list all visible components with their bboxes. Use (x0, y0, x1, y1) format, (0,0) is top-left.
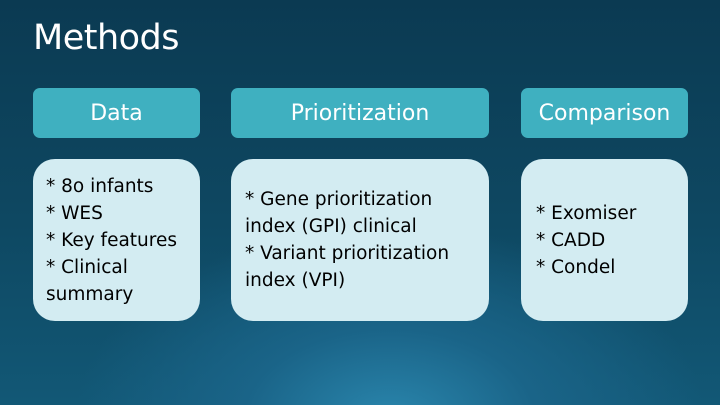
comparison-header-label: Comparison (538, 100, 671, 126)
data-list-item: * Clinical summary (46, 256, 134, 305)
data-list (46, 173, 190, 308)
prioritization-header (231, 88, 489, 138)
prioritization-header-label: Prioritization (290, 100, 430, 126)
prioritization-list-item: * Gene prioritization index (GPI) clinical (245, 189, 433, 237)
comparison-header (521, 88, 688, 138)
prioritization-list (245, 186, 479, 294)
prioritization-content-box (231, 159, 489, 321)
comparison-list-item: * Condel (536, 256, 616, 278)
comparison-list-item: * Exomiser (536, 202, 637, 224)
data-content-box (33, 159, 200, 321)
data-list-item: * 8o infants (46, 175, 154, 197)
prioritization-list-item: * Variant prioritization index (VPI) (245, 243, 450, 291)
data-list-item: * Key features (46, 229, 177, 251)
comparison-list-item: * CADD (536, 229, 606, 251)
data-header-label: Data (90, 100, 143, 126)
data-header (33, 88, 200, 138)
data-list-item: * WES (46, 202, 103, 224)
comparison-list (536, 200, 678, 281)
slide-title: Methods (33, 18, 180, 58)
comparison-content-box (521, 159, 688, 321)
